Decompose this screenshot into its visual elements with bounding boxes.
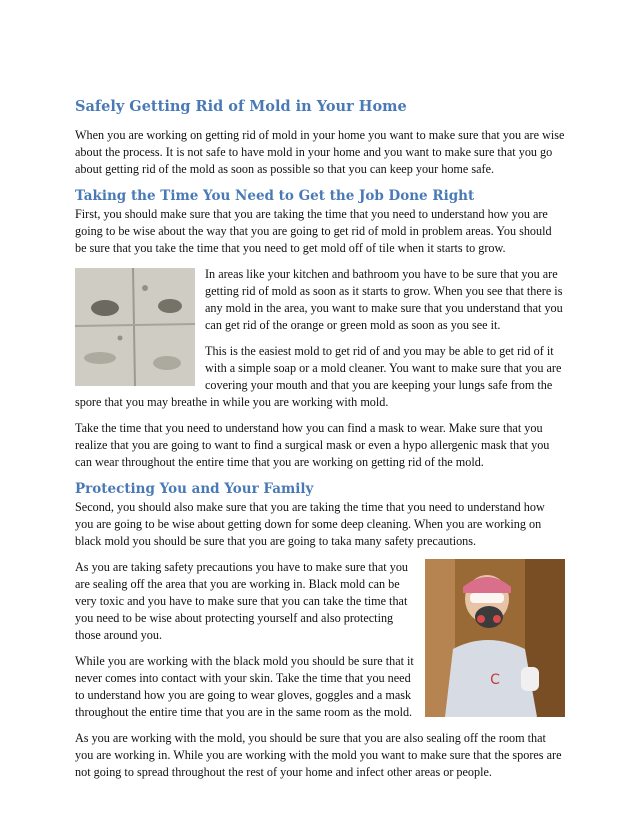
mold-tile-photo	[75, 268, 195, 386]
mold-tile-illustration	[75, 268, 195, 386]
woman-mask-illustration	[425, 559, 565, 717]
section1-paragraph-1: First, you should make sure that you are taking the time that you need to understand how you are going to be wise about the way that you are going to get rid of mold in problem areas. You should be sure that you take the time that you need to get mold off of tile when it starts to grow.	[75, 207, 552, 255]
section2-paragraph-2: As you are taking safety precautions you have to make sure that you are sealing off the area that you are working in. Black mold can be very toxic and you have to make sure that you can take the time that you need to be wise about protecting yourself and also protecting those around you.	[75, 560, 409, 642]
section2-paragraph-1: Second, you should also make sure that you are taking the time that you need to understand how you are going to be wise about getting down for some deep cleaning. When you are working on black mold you should be sure that you are going to taka many safety precautions.	[75, 500, 545, 548]
section1-paragraph-3: This is the easiest mold to get rid of and you may be able to get rid of it with a simple soap or a mold cleaner. You want to make sure that you are covering your mouth and that you are keeping your lungs safe from the spore that you may breathe in while you are working with mold.	[75, 344, 562, 409]
woman-in-mask-photo	[425, 559, 565, 717]
section1-paragraph-4: Take the time that you need to understand how you can find a mask to wear. Make sure that you realize that you are going to want to find a surgical mask or even a hypo allergenic mask that you can wear throughout the entire time that you are working on getting rid of the mold.	[75, 421, 550, 469]
section1-paragraph-2: In areas like your kitchen and bathroom you have to be sure that you are getting rid of mold as soon as it starts to grow. When you see that there is any mold in the area, you want to make sure that you understand that you can get rid of the orange or green mold as soon as you see it.	[205, 267, 563, 332]
intro-paragraph: When you are working on getting rid of mold in your home you want to make sure that you are wise about the process. It is not safe to have mold in your home and you want to make sure that you go about getting rid of the mold as soon as possible so that you can keep your home safe.	[75, 128, 565, 176]
section-heading-time: Taking the Time You Need to Get the Job Done Right	[75, 188, 475, 204]
document-page	[75, 97, 565, 781]
document-title: Safely Getting Rid of Mold in Your Home	[75, 98, 407, 115]
svg-text:C: C	[490, 672, 500, 688]
section2-paragraph-3: While you are working with the black mold you should be sure that it never comes into contact with your skin. Take the time that you need to understand how you are going to wear gloves, goggles and a mask throughout the entire time that you are in the same room as the mold.	[75, 654, 414, 719]
section2-paragraph-4: As you are working with the mold, you should be sure that you are also sealing off the room that you are working in. While you are working with the mold you want to make sure that the spores are not going to spread throughout the rest of your home and infect other areas or people.	[75, 731, 562, 779]
section-heading-protecting: Protecting You and Your Family	[75, 481, 314, 497]
